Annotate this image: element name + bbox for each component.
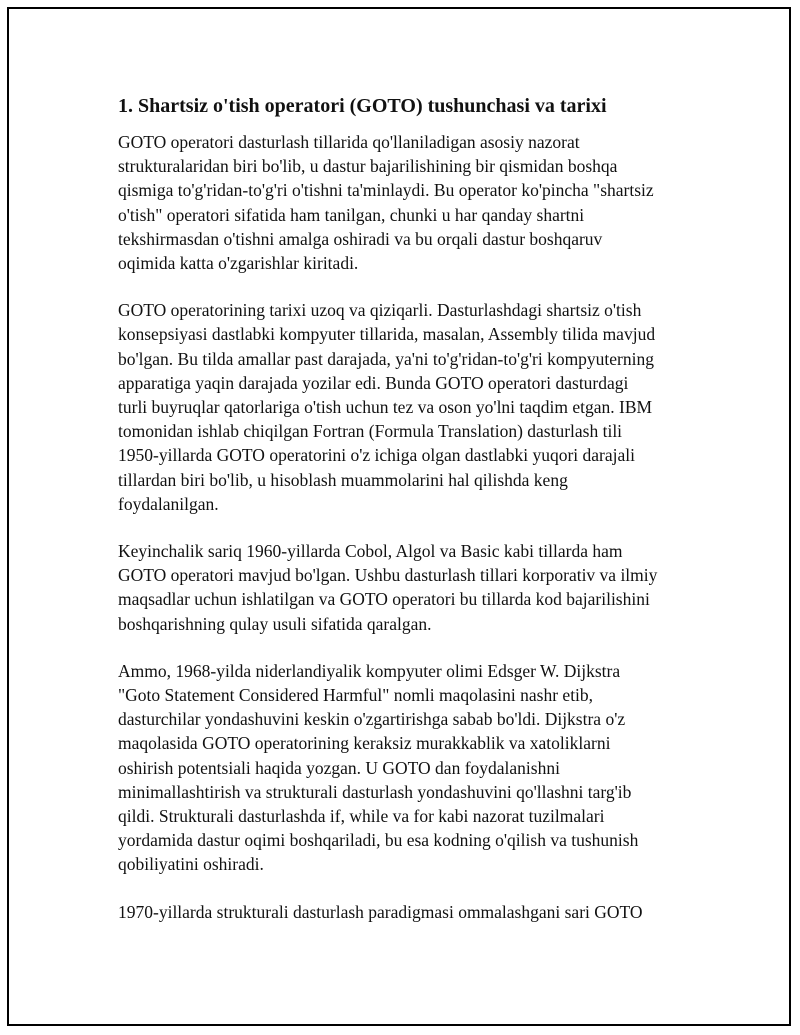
text-line: qildi. Strukturali dasturlashda if, while va for kabi nazorat tuzilmalari — [118, 806, 605, 827]
paragraph-goto-definition — [118, 130, 698, 275]
text-line: GOTO operatori mavjud bo'lgan. Ushbu dasturlash tillari korporativ va ilmiy — [118, 565, 658, 586]
text-line: strukturalaridan biri bo'lib, u dastur bajarilishining bir qismidan boshqa — [118, 156, 618, 177]
text-line: o'tish" operatori sifatida ham tanilgan, chunki u har qanday shartni — [118, 204, 585, 225]
paragraph-1970s — [118, 900, 698, 924]
document-body — [118, 92, 698, 947]
paragraph-dijkstra — [118, 659, 698, 877]
text-line: yordamida dastur oqimi boshqariladi, bu esa kodning o'qilish va tushunish — [118, 830, 639, 851]
text-line: minimallashtirish va strukturali dasturlash yondashuvini qo'llashni targ'ib — [118, 781, 632, 802]
text-line: 1950-yillarda GOTO operatorini o'z ichiga olgan dastlabki yuqori darajali — [118, 445, 635, 466]
section-title: 1. Shartsiz o'tish operatori (GOTO) tushunchasi va tarixi — [118, 95, 607, 117]
text-line: tomonidan ishlab chiqilgan Fortran (Formula Translation) dasturlash tili — [118, 421, 623, 442]
text-line: boshqarishning qulay usuli sifatida qaralgan. — [118, 613, 432, 634]
text-line: 1970-yillarda strukturali dasturlash paradigmasi ommalashgani sari GOTO — [118, 901, 643, 922]
text-line: bo'lgan. Bu tilda amallar past darajada, ya'ni to'g'ridan-to'g'ri kompyuterning — [118, 348, 654, 369]
text-line: Ammo, 1968-yilda niderlandiyalik kompyuter olimi Edsger W. Dijkstra — [118, 660, 621, 681]
paragraph-goto-history — [118, 298, 698, 516]
text-line: dasturchilar yondashuvini keskin o'zgartirishga sabab bo'ldi. Dijkstra o'z — [118, 709, 626, 730]
text-line: foydalanilgan. — [118, 493, 219, 514]
text-line: qismiga to'g'ridan-to'g'ri o'tishni ta'minlaydi. Bu operator ko'pincha "shartsiz — [118, 180, 654, 201]
text-line: apparatiga yaqin darajada yozilar edi. Bunda GOTO operatori dasturdagi — [118, 372, 629, 393]
text-line: maqolasida GOTO operatorining keraksiz murakkablik va xatoliklarni — [118, 733, 611, 754]
text-line: turli buyruqlar qatorlariga o'tish uchun tez va oson yo'lni taqdim etgan. IBM — [118, 397, 653, 418]
text-line: GOTO operatori dasturlash tillarida qo'llaniladigan asosiy nazorat — [118, 132, 580, 152]
text-line: oqimida katta o'zgarishlar kiritadi. — [118, 253, 359, 274]
text-line: tillardan biri bo'lib, u hisoblash muammolarini hal qilishda keng — [118, 469, 568, 490]
text-line: oshirish potentsiali haqida yozgan. U GOTO dan foydalanishni — [118, 757, 560, 778]
text-line: qobiliyatini oshiradi. — [118, 854, 264, 875]
text-line: konsepsiyasi dastlabki kompyuter tillarida, masalan, Assembly tilida mavjud — [118, 324, 656, 345]
text-line: maqsadlar uchun ishlatilgan va GOTO operatori bu tillarda kod bajarilishini — [118, 589, 650, 610]
paragraph-1960s-languages — [118, 539, 698, 636]
text-line: tekshirmasdan o'tishni amalga oshiradi va bu orqali dastur boshqaruv — [118, 228, 603, 249]
text-line: Keyinchalik sariq 1960-yillarda Cobol, Algol va Basic kabi tillarda ham — [118, 541, 623, 562]
text-line: "Goto Statement Considered Harmful" nomli maqolasini nashr etib, — [118, 685, 594, 706]
text-line: GOTO operatorining tarixi uzoq va qiziqarli. Dasturlashdagi shartsiz o'tish — [118, 300, 642, 321]
